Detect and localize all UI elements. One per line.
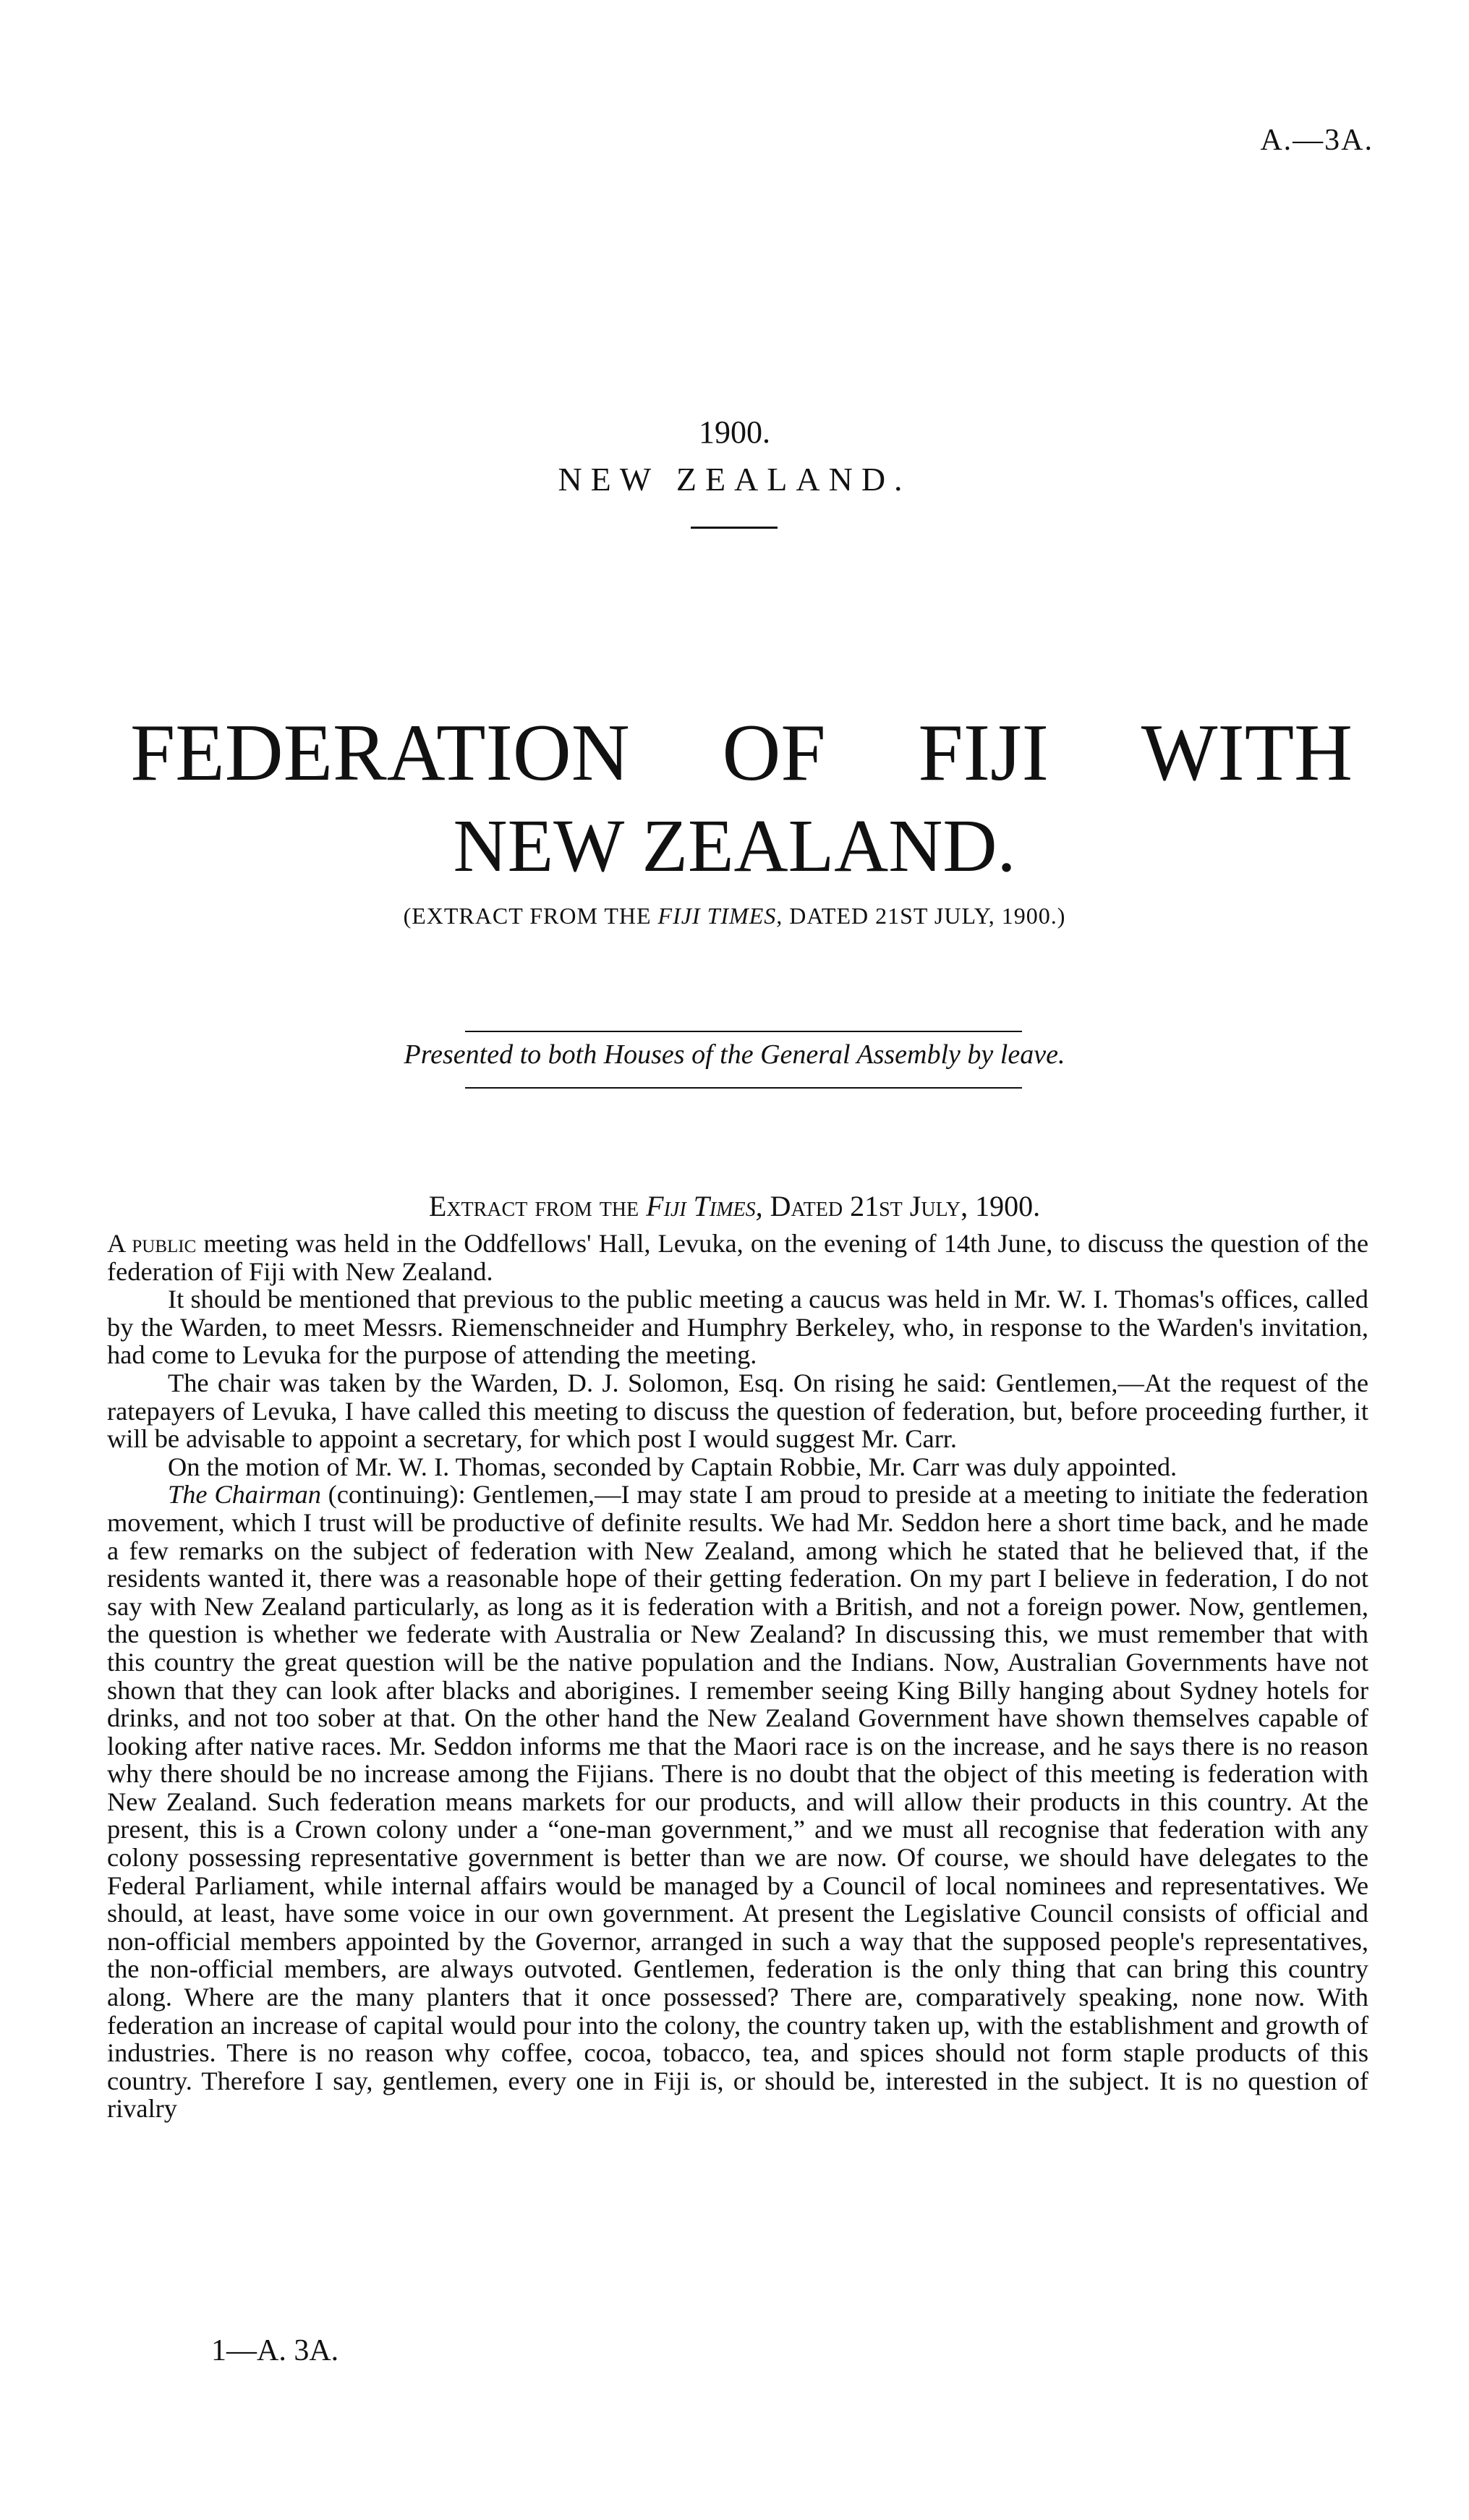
title-word: OF	[722, 708, 826, 798]
title-word: FIJI	[918, 708, 1049, 798]
title-line-1	[130, 708, 1353, 798]
title-word: FEDERATION	[130, 708, 630, 798]
subtitle	[0, 903, 1469, 929]
presented-rule-top	[465, 1031, 1022, 1032]
paragraph	[107, 1481, 1368, 2123]
extract-heading	[0, 1189, 1469, 1223]
extract-heading-newspaper: Fiji Times,	[646, 1190, 763, 1222]
extract-heading-part: Dated 21st July, 1900.	[762, 1190, 1041, 1222]
paragraph-text: meeting was held in the Oddfellows' Hall, Levuka, on the evening of 14th June, to discuss the question of the federation of Fiji with New Zealand.	[107, 1229, 1368, 1286]
paragraph-text: (continuing): Gentlemen,—I may state I am proud to preside at a meeting to initiate the federation movement, which I trust will be productive of definite results. We had Mr. Seddon here a short time back, and he made a few remarks on the subject of federation with New Zealand, among which he stated that he believed that, if the residents wanted it, there was a reasonable hope of their getting federation. On my part I believe in federation, I do not say with New Zealand particularly, as long as it is federation with a British, and not a foreign power. Now, gentlemen, the question is whether we federate with Australia or New Zealand? In discussing this, we must remember that with this country the great question will be the native population and the Indians. Now, Australian Governments have not shown that they can look after blacks and aborigines. I remember seeing King Billy hanging about Sydney hotels for drinks, and not too sober at that. On the other hand the New Zealand Government have shown themselves capable of looking after native races. Mr. Seddon informs me that the Maori race is on the increase, and he says there is no reason why there should be no increase among the Fijians. There is no doubt that the object of this meeting is federation with New Zealand. Such federation means markets for our products, and will allow their products in this country. At the present, this is a Crown colony under a “one-man government,” and we must all recognise that federation with any colony possessing representative government is better than we are now. Of course, we should have delegates to the Federal Parliament, while internal affairs would be managed by a Council of local nominees and representatives. We should, at least, have some voice in our own government. At present the Legislative Council consists of official and non-official members appointed by the Governor, arranged in such a way that the supposed people's representatives, the non-official members, are always outvoted. Gentlemen, federation is the only thing that can bring this country along. Where are the many planters that it once possessed? There are, comparatively speaking, none now. With federation an increase of capital would pour into the colony, the country taken up, with the establishment and growth of industries. There is no reason why coffee, cocoa, tobacco, tea, and spices should not form staple products of this country. Therefore I say, gentlemen, every one in Fiji is, or should be, interested in the subject. It is no question of rivalry	[107, 1480, 1368, 2124]
short-divider	[691, 527, 778, 529]
title-word: WITH	[1141, 708, 1353, 798]
presented-line: Presented to both Houses of the General Assembly by leave.	[404, 1039, 1065, 1070]
title-line-2: NEW ZEALAND.	[453, 804, 1016, 887]
paragraph: On the motion of Mr. W. I. Thomas, seconded by Captain Robbie, Mr. Carr was duly appointed.	[168, 1452, 1178, 1481]
page-reference: A.—3A.	[1260, 124, 1374, 157]
article-body	[107, 1230, 1368, 2123]
presented-rule-bottom	[465, 1087, 1022, 1089]
subtitle-part: (EXTRACT FROM THE	[403, 903, 658, 929]
country-heading: NEW ZEALAND.	[558, 461, 911, 498]
paragraph	[107, 1230, 1368, 1285]
speaker-label: The Chairman	[168, 1480, 321, 1510]
paragraph-lead: A public	[107, 1229, 197, 1258]
paragraph: The chair was taken by the Warden, D. J. Solomon, Esq. On rising he said: Gentlemen,—At the request of the ratepayers of Levuka, I have called this meeting to discuss the question of federation, but, before proceeding further, it will be advisable to appoint a secretary, for which post I would suggest Mr. Carr.	[107, 1368, 1368, 1454]
subtitle-part: DATED 21ST JULY, 1900.)	[783, 903, 1066, 929]
subtitle-newspaper: FIJI TIMES,	[657, 903, 783, 929]
footer-signature: 1—A. 3A.	[211, 2334, 339, 2367]
document-year: 1900.	[699, 414, 770, 450]
paragraph: It should be mentioned that previous to the public meeting a caucus was held in Mr. W. I. Thomas's offices, called by the Warden, to meet Messrs. Riemenschneider and Humphry Berkeley, who, in response to the Warden's invitation, had come to Levuka for the purpose of attending the meeting.	[107, 1285, 1368, 1370]
extract-heading-part: Extract from the	[428, 1190, 647, 1222]
